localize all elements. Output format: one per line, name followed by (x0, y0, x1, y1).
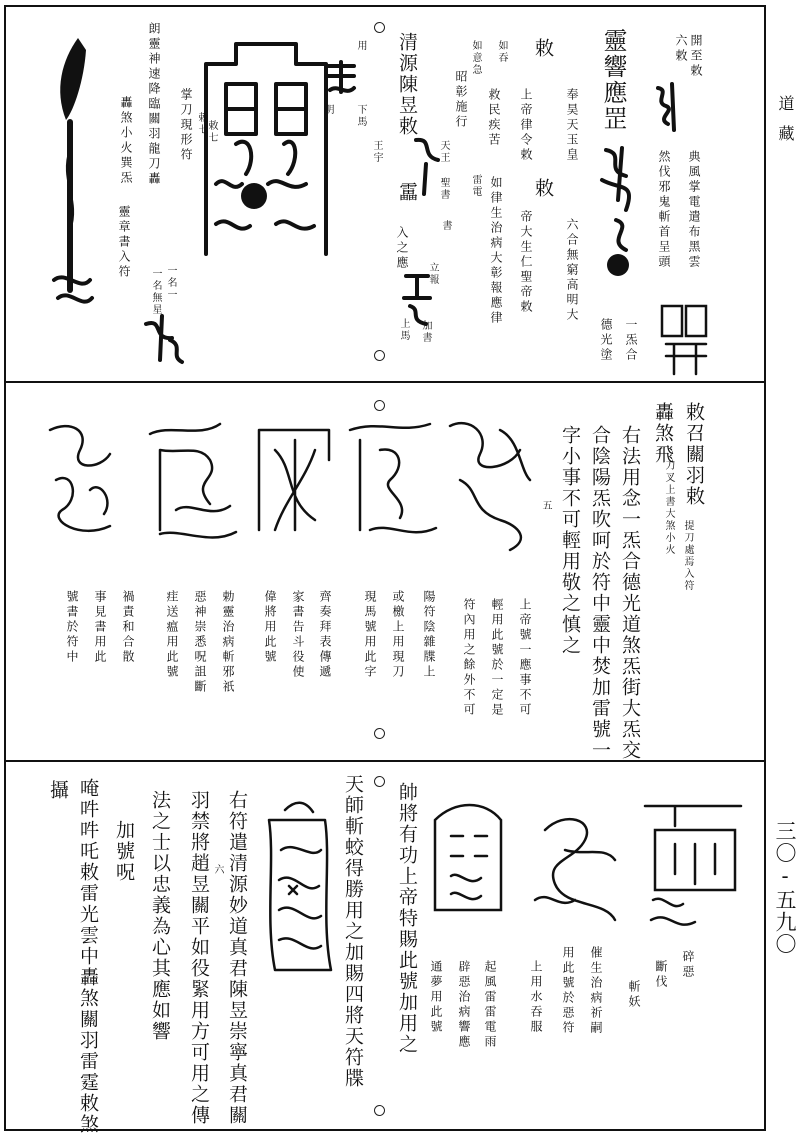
p1-note: 救民疾苦 (487, 88, 501, 148)
p3-note: 用此號於惡符 (561, 946, 575, 1036)
p2-note: 惡神崇悉呪詛斷 (193, 590, 207, 695)
p2-col: 敕召關羽敕 (683, 402, 705, 507)
binding-hole (374, 22, 385, 33)
p1-note: 天王 聖書 (438, 140, 449, 201)
binding-hole (374, 350, 385, 361)
p1-note: 書 (440, 220, 451, 232)
p2-note: 偉將用此號 (263, 590, 277, 665)
p1-lei: 靁 (396, 182, 418, 203)
p3-note: 六 (212, 864, 223, 876)
p3-note: 辟惡治病響應 (457, 960, 471, 1050)
p2-note: 齊奏拜表傳遞 (318, 590, 332, 680)
p2-note: 符內用之餘外不可 (462, 598, 476, 718)
p3-note: 通夢用此號 (429, 960, 443, 1035)
p1-note: 一名一 (165, 265, 176, 301)
talisman-glyph (650, 80, 680, 140)
p1-note: 王宇 (371, 140, 382, 164)
p2-note: 五 (540, 500, 551, 512)
margin-label: 道藏 (776, 95, 795, 155)
talisman-signature-glyph (596, 140, 646, 290)
p1-note: 如律生治病大彰報應律 (489, 176, 503, 326)
p1-col: 然伐邪鬼斬首呈頭 (657, 150, 671, 270)
p1-col: 帝大生仁聖帝敕 (519, 210, 533, 315)
p3-note: 斬妖 (627, 980, 641, 1010)
p1-col: 開至敕 (689, 34, 703, 79)
folio-number: 三〇-五九〇 (773, 820, 797, 955)
panel-divider-2 (4, 760, 766, 762)
p2-note: 疰送瘟用此號 (165, 590, 179, 680)
p3-note: 催生治病祈嗣 (589, 946, 603, 1036)
p2-col: 右法用念一炁合德光道煞炁街大炁交 (619, 425, 641, 761)
p1-col: 奉昊天玉皇 (565, 88, 579, 163)
p1-seal-head: 清源陳昱敕 (396, 32, 418, 137)
p1-col: 典風掌電遣布黑雲 (687, 150, 701, 270)
guan-yu-seal-glyph (656, 300, 716, 380)
p1-talisman-line: 轟煞小火巽炁 (119, 96, 133, 186)
p2-note: 上帝號一應事不可 (518, 598, 532, 718)
p2-col: 轟煞飛 (652, 402, 674, 465)
p1-col: 六敕 (674, 34, 688, 64)
p2-note: 禍責和合散 (121, 590, 135, 665)
p1-note: 一名無星 (150, 268, 161, 316)
p1-note: 如吞 (496, 40, 507, 64)
p2-col: 字小事不可輕用敬之慎之 (559, 425, 581, 656)
p1-title: 靈響應罡 (599, 28, 627, 132)
p1-note: 明 (322, 104, 333, 116)
p1-note: 下馬 (355, 104, 366, 128)
p1-note: 上馬 (398, 318, 409, 342)
p3-note: 起風雷雷電雨 (483, 960, 497, 1050)
p2-note: 現馬號用此字 (363, 590, 377, 680)
p3-note: 上用水吞服 (529, 960, 543, 1035)
talisman-glyph (400, 270, 436, 330)
p1-col: 敕 (532, 38, 554, 59)
talisman-signature-glyph (140, 310, 190, 370)
p3-col: 右符遣清源妙道真君陳昱崇寧真君關 (226, 790, 248, 1126)
p1-talisman-name: 掌刀現形符 (179, 88, 193, 163)
p2-note: 勅靈治病斬邪祇 (221, 590, 235, 695)
p3-col: 帥將有功上帝特賜此號加用之 (396, 782, 418, 1055)
binding-hole (374, 776, 385, 787)
p2-note: 號書於符中 (65, 590, 79, 665)
great-seal-talisman (196, 24, 336, 274)
p2-note: 事見書用此 (93, 590, 107, 665)
p1-note: 用 (355, 40, 366, 52)
p1-note: 如意急 (470, 40, 481, 76)
p2-note: 刀叉上書大煞小火 (663, 460, 674, 556)
binding-hole (374, 1105, 385, 1116)
p3-col: 羽禁將趙昱關平如役緊用方可用之傳 (188, 790, 210, 1126)
talisman-glyph (408, 130, 448, 200)
p3-note: 斷伐 (654, 960, 668, 990)
p2-note: 提刀處焉入符 (682, 520, 693, 592)
p1-col: 一炁合 (624, 318, 638, 363)
p2-note: 陽符陰雜牒上 (422, 590, 436, 680)
p1-talisman-line: 朗靈神速降臨關羽龍刀轟 (147, 22, 161, 187)
p1-col: 六合無窮高明大 (565, 218, 579, 323)
p1-note: 敕七 (206, 120, 217, 144)
p2-note: 或檄上用現刀 (391, 590, 405, 680)
p1-note: 勅七 (196, 112, 207, 136)
p1-note: 雷電 (470, 174, 481, 198)
p3-col: 唵吽吽吒敕雷光雲中轟煞關羽雷霆敕煞 (77, 778, 99, 1135)
panel-divider-1 (4, 381, 766, 383)
seal-script-talisman-row (415, 790, 755, 940)
p3-col: 加號呪 (113, 820, 135, 883)
p1-note: 入之應 (395, 226, 409, 271)
p2-note: 輕用此號於一定是 (490, 598, 504, 718)
p3-col: 法之士以忠義為心其應如響 (149, 790, 171, 1042)
p1-note: 加書 (420, 320, 431, 344)
guan-dao-blade-icon (40, 30, 100, 320)
binding-hole (374, 728, 385, 739)
p3-note: 碎惡 (681, 950, 695, 980)
p2-note: 家書告斗役使 (291, 590, 305, 680)
p1-col: 德光塗 (599, 318, 613, 363)
p1-col: 上帝律令敕 (519, 88, 533, 163)
seal-script-talisman-row (40, 410, 540, 560)
p1-note: 立報 (427, 262, 438, 286)
p1-col: 敕 (532, 178, 554, 199)
p2-col: 合陰陽炁吹呵於符中靈中焚加雷號一 (589, 425, 611, 761)
seal-talisman-enclosure (255, 800, 345, 990)
p1-note: 昭彰施行 (454, 70, 468, 130)
p1-talisman-line: 靈章書入符 (117, 205, 131, 280)
p3-col: 天師斬蛟得勝用之加賜四將天符牒 (342, 774, 364, 1089)
p3-col: 攝 (47, 780, 69, 801)
